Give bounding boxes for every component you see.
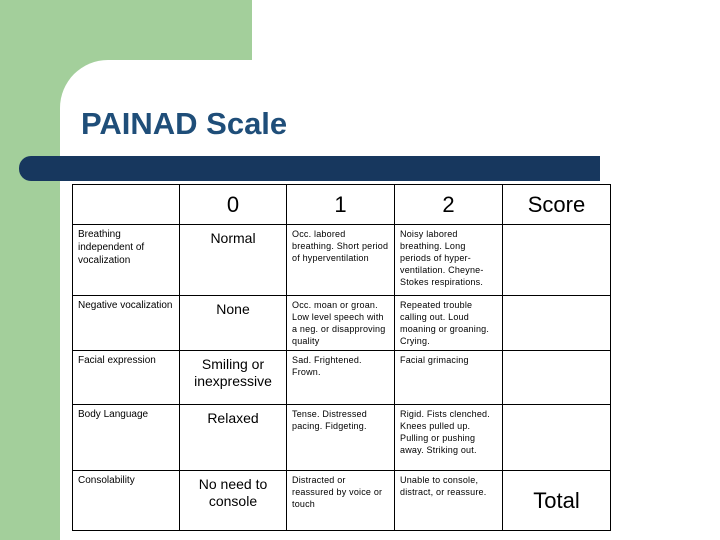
score-2-cell: Rigid. Fists clenched. Knees pulled up. Pulling or pushing away. Striking out.	[395, 405, 503, 471]
category-cell: Negative vocalization	[73, 296, 180, 351]
header-row	[73, 185, 611, 225]
score-2-cell: Facial grimacing	[395, 351, 503, 405]
category-cell: Facial expression	[73, 351, 180, 405]
header-empty-cell	[73, 185, 180, 225]
table-row	[73, 471, 611, 531]
score-input-cell[interactable]	[503, 405, 611, 471]
score-input-cell[interactable]	[503, 351, 611, 405]
table-row	[73, 351, 611, 405]
score-0-cell: Smiling or inexpressive	[180, 351, 287, 405]
table-row	[73, 296, 611, 351]
score-1-cell: Occ. labored breathing. Short period of hyperventilation	[287, 225, 395, 296]
score-2-cell: Repeated trouble calling out. Loud moaning or groaning. Crying.	[395, 296, 503, 351]
score-1-cell: Occ. moan or groan. Low level speech with a neg. or disapproving quality	[287, 296, 395, 351]
score-input-cell[interactable]	[503, 225, 611, 296]
table-row	[73, 405, 611, 471]
header-score-0: 0	[180, 185, 287, 225]
category-cell: Body Language	[73, 405, 180, 471]
score-0-cell: Normal	[180, 225, 287, 296]
score-1-cell: Distracted or reassured by voice or touch	[287, 471, 395, 531]
score-0-cell: No need to console	[180, 471, 287, 531]
header-score-2: 2	[395, 185, 503, 225]
score-input-cell[interactable]	[503, 296, 611, 351]
painad-table	[72, 184, 611, 531]
title-rule-bar	[19, 156, 600, 181]
header-score-1: 1	[287, 185, 395, 225]
score-1-cell: Tense. Distressed pacing. Fidgeting.	[287, 405, 395, 471]
score-2-cell: Noisy labored breathing. Long periods of hyper-ventilation. Cheyne-Stokes respirations.	[395, 225, 503, 296]
header-score: Score	[503, 185, 611, 225]
category-cell: Breathing independent of vocalization	[73, 225, 180, 296]
score-0-cell: None	[180, 296, 287, 351]
slide-title: PAINAD Scale	[81, 106, 288, 141]
score-1-cell: Sad. Frightened. Frown.	[287, 351, 395, 405]
total-cell: Total	[503, 471, 611, 531]
table-row	[73, 225, 611, 296]
score-2-cell: Unable to console, distract, or reassure.	[395, 471, 503, 531]
score-0-cell: Relaxed	[180, 405, 287, 471]
category-cell: Consolability	[73, 471, 180, 531]
